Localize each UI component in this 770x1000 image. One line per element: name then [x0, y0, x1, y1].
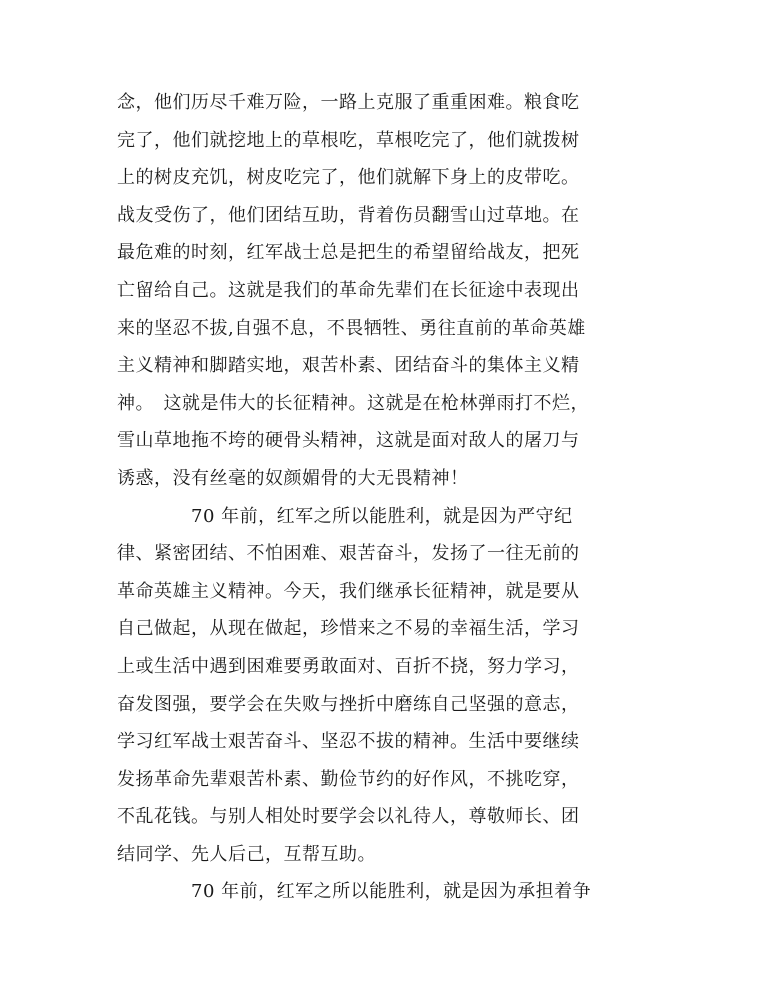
text-line: 70 年前，红军之所以能胜利，就是因为承担着争	[117, 881, 592, 903]
text-line: 发扬革命先辈艰苦朴素、勤俭节约的好作风，不挑吃穿，	[117, 768, 580, 790]
text-line: 结同学、先人后己，互帮互助。	[117, 843, 376, 865]
text-line: 来的坚忍不拔,自强不息，不畏牺牲、勇往直前的革命英雄	[117, 317, 586, 339]
text-line: 70 年前，红军之所以能胜利，就是因为严守纪	[117, 505, 573, 527]
body-text	[117, 84, 657, 911]
text-line: 革命英雄主义精神。今天，我们继承长征精神，就是要从	[117, 580, 580, 602]
text-line: 奋发图强，要学会在失败与挫折中磨练自己坚强的意志，	[117, 693, 580, 715]
text-line: 不乱花钱。与别人相处时要学会以礼待人，尊敬师长、团	[117, 806, 580, 828]
text-line: 学习红军战士艰苦奋斗、坚忍不拔的精神。生活中要继续	[117, 731, 580, 753]
text-line: 最危难的时刻，红军战士总是把生的希望留给战友，把死	[117, 242, 580, 264]
text-line: 战友受伤了，他们团结互助，背着伤员翻雪山过草地。在	[117, 204, 580, 226]
text-line: 自己做起，从现在做起，珍惜来之不易的幸福生活，学习	[117, 618, 580, 640]
text-line: 诱惑，没有丝毫的奴颜媚骨的大无畏精神！	[117, 467, 469, 489]
text-line: 上或生活中遇到困难要勇敢面对、百折不挠，努力学习，	[117, 655, 580, 677]
text-line: 上的树皮充饥，树皮吃完了，他们就解下身上的皮带吃。	[117, 167, 580, 189]
text-line: 神。 这就是伟大的长征精神。这就是在枪林弹雨打不烂，	[117, 392, 589, 414]
text-line: 主义精神和脚踏实地，艰苦朴素、团结奋斗的集体主义精	[117, 355, 580, 377]
text-line: 完了，他们就挖地上的草根吃，草根吃完了，他们就拨树	[117, 129, 580, 151]
text-line: 律、紧密团结、不怕困难、艰苦奋斗，发扬了一往无前的	[117, 543, 580, 565]
text-line: 念，他们历尽千难万险，一路上克服了重重困难。粮食吃	[117, 92, 580, 113]
text-line: 亡留给自己。这就是我们的革命先辈们在长征途中表现出	[117, 279, 580, 301]
text-line: 雪山草地拖不垮的硬骨头精神，这就是面对敌人的屠刀与	[117, 430, 580, 452]
